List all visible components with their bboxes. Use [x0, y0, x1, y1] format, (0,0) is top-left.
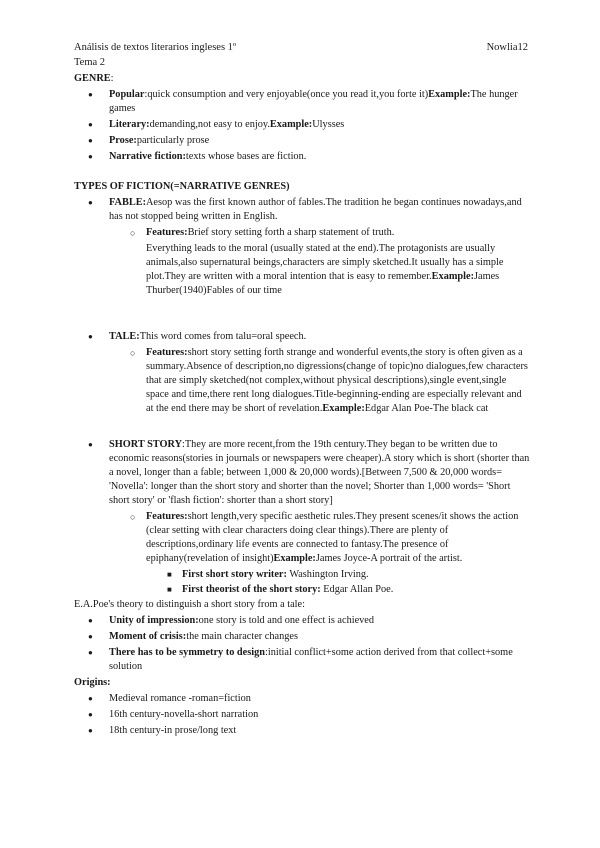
- document-body: [74, 72, 530, 740]
- poe-item-crisis: ● Moment of crisis:the main character changes: [74, 630, 530, 644]
- genre-item-literary: ● Literary:demanding,not easy to enjoy.Example:Ulysses: [74, 118, 530, 132]
- genre-heading: GENRE:: [74, 73, 114, 84]
- poe-item-symmetry: ● There has to be symmetry to design:initial conflict+some action derived from that collect+some solution: [74, 646, 530, 674]
- header-subtitle: Tema 2: [74, 57, 106, 68]
- fable-features: ○ Features:Brief story setting forth a sharp statement of truth.: [74, 226, 530, 240]
- origins-heading: Origins:: [74, 677, 111, 688]
- origins-item: ● 16th century-novella-short narration: [74, 708, 530, 722]
- genre-item-popular: ● Popular:quick consumption and very enjoyable(once you read it,you forte it)Example:The hunger games: [74, 88, 530, 116]
- origins-item: ● 18th century-in prose/long text: [74, 724, 530, 738]
- first-writer-item: ■ First short story writer: Washington Irving.: [74, 568, 530, 582]
- poe-theory-intro: E.A.Poe's theory to distinguish a short story from a tale:: [74, 599, 305, 610]
- short-story-item: ● SHORT STORY:They are more recent,from the 19th century.They began to be written due to economic reasons(stories in journals or newspapers were cheaper).A story which is short (shorter than a novel, longer than a fable; between 1,000 & 20,000 words).[Between 7,500 & 20,000 words= 'Novella': longer than the short story and shorter than the novel; Shorter than 1,000 words= 'Short short story' or 'flash fiction': shorter than a short story]: [74, 438, 530, 508]
- first-theorist-item: ■ First theorist of the short story: Edgar Allan Poe.: [74, 583, 530, 597]
- poe-item-unity: ● Unity of impression:one story is told and one effect is achieved: [74, 614, 530, 628]
- genre-item-narrative-fiction: ● Narrative fiction:texts whose bases are fiction.: [74, 150, 530, 164]
- origins-item: ● Medieval romance -roman=fiction: [74, 692, 530, 706]
- fable-features-continued: Everything leads to the moral (usually stated at the end).The protagonists are usually animals,also supernatural beings,characters are simply sketched.It usually has a simple plot.They are written with a moral intention that is easy to remember.Example:James Thurber(1940)Fables of our time: [146, 243, 504, 296]
- genre-item-prose: ● Prose:particularly prose: [74, 134, 530, 148]
- types-heading: TYPES OF FICTION(=NARRATIVE GENRES): [74, 181, 290, 192]
- tale-features: ○ Features:short story setting forth strange and wonderful events,the story is often given as a summary.Absence of description,no digressions(change of topic)no dialogues,few characters that are simply sketched(not complex,without physical descriptions),single event,single space and time,there rent long dialogues.Title-beginning-ending are especially relevant and at the end there may be short of revelation.Example:Edgar Alan Poe-The black cat: [74, 346, 530, 416]
- header-author: Nowlia12: [486, 42, 528, 53]
- header-title: Análisis de textos literarios ingleses 1º: [74, 42, 237, 53]
- tale-item: ● TALE:This word comes from talu=oral speech.: [74, 330, 530, 344]
- short-story-features: ○ Features:short length,very specific aesthetic rules.They present scenes/it shows the action (clear setting with clear characters doing clear things).There are plenty of descriptions,ordinary life events are connected to fantasy.The presence of epiphany(revelation of insight)Example:James Joyce-A portrait of the artist.: [74, 510, 530, 566]
- fable-item: ● FABLE:Aesop was the first known author of fables.The tradition he began continues nowadays,and has not stopped being written in English.: [74, 196, 530, 224]
